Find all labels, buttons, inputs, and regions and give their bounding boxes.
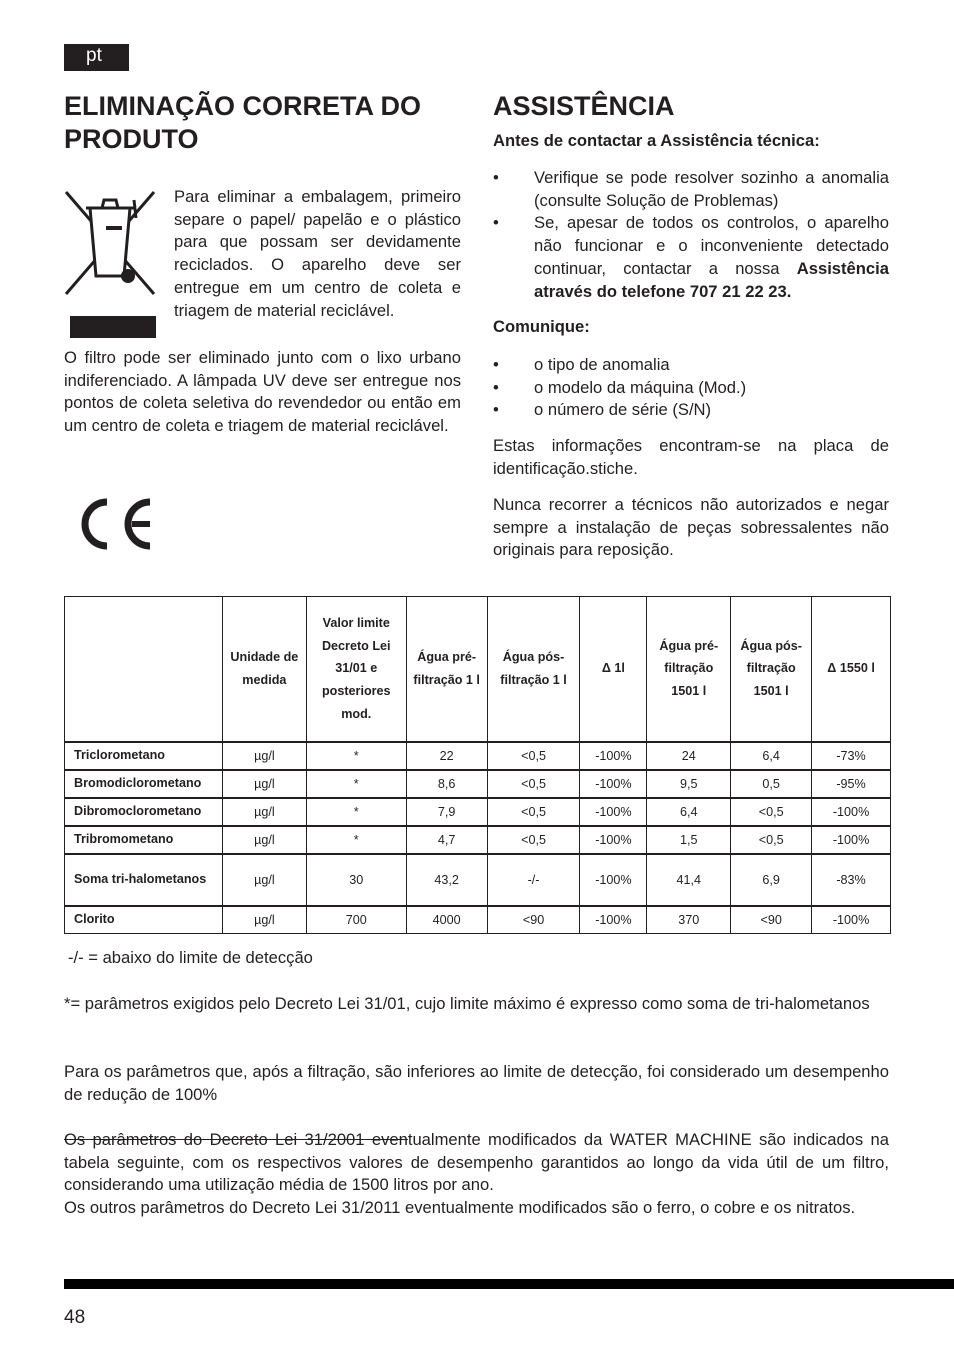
table-cell: <0,5 (487, 742, 580, 770)
table-header: Água pré-filtração 1 l (406, 597, 487, 742)
table-cell: <90 (731, 906, 812, 934)
modified-parameters-note: Os parâmetros do Decreto Lei 31/2001 eventualmente modificados da WATER MACHINE são indicados na tabela seguinte, com os respectivos valores de desempenho garantidos ao longo da vida útil de um filtro, considerando uma utilização média de 1500 litros por ano. Os outros parâmetros do Decreto Lei 31/2011 eventualmente modificados são o ferro, o cobre e os nitratos. (64, 1130, 889, 1218)
assistance-title: ASSISTÊNCIA (493, 91, 675, 121)
table-row-label: Dibromoclorometano (65, 798, 223, 826)
table-cell: 43,2 (406, 854, 487, 906)
table-header: Δ 1l (580, 597, 647, 742)
language-tag: pt (64, 44, 129, 71)
table-cell: 8,6 (406, 770, 487, 798)
table-row-label: Clorito (65, 906, 223, 934)
table-cell: -100% (812, 798, 891, 826)
table-cell: <0,5 (487, 826, 580, 854)
table-cell: µg/l (222, 770, 306, 798)
table-row-label: Soma tri-halometanos (65, 854, 223, 906)
table-cell: 7,9 (406, 798, 487, 826)
table-row-label: Bromodiclorometano (65, 770, 223, 798)
disposal-title: ELIMINAÇÃO CORRETA DO PRODUTO (64, 91, 421, 154)
table-cell: 4,7 (406, 826, 487, 854)
table-cell: 700 (306, 906, 406, 934)
ce-mark-icon (80, 496, 154, 552)
checklist (493, 167, 889, 303)
table-header-row (65, 597, 891, 742)
table-cell: -73% (812, 742, 891, 770)
table-row (65, 798, 891, 826)
table-cell: 30 (306, 854, 406, 906)
table-cell: -100% (580, 798, 647, 826)
table-header (65, 597, 223, 742)
table-cell: -100% (812, 826, 891, 854)
table-cell: <0,5 (731, 798, 812, 826)
table-header: Δ 1550 l (812, 597, 891, 742)
table-cell: µg/l (222, 742, 306, 770)
table-row (65, 906, 891, 934)
table-cell: * (306, 770, 406, 798)
table-cell: * (306, 826, 406, 854)
filter-disposal-text: O filtro pode ser eliminado junto com o lixo urbano indiferenciado. A lâmpada UV deve ser entregue nos pontos de coleta seletiva do revendedor ou então em um centro de coleta e triagem de material reciclável. (64, 348, 461, 436)
table-cell: -100% (580, 906, 647, 934)
communicate-list (493, 354, 889, 422)
table-cell: -83% (812, 854, 891, 906)
table-cell: * (306, 742, 406, 770)
technicians-warning: Nunca recorrer a técnicos não autorizados e negar sempre a instalação de peças sobressalentes não originais para reposição. (493, 495, 889, 560)
page-number: 48 (64, 1307, 86, 1328)
rating-plate-info: Estas informações encontram-se na placa de identificação.stiche. (493, 436, 889, 478)
assistance-subtitle: Antes de contactar a Assistência técnica: (493, 131, 820, 150)
table-cell: µg/l (222, 826, 306, 854)
table-cell: 22 (406, 742, 487, 770)
table-cell: -95% (812, 770, 891, 798)
table-cell: 9,5 (647, 770, 731, 798)
table-cell: <90 (487, 906, 580, 934)
table-cell: 24 (647, 742, 731, 770)
table-row (65, 826, 891, 854)
decree-note: *= parâmetros exigidos pelo Decreto Lei 31/01, cujo limite máximo é expresso como soma de tri-halometanos (64, 994, 870, 1013)
table-header: Unidade de medida (222, 597, 306, 742)
table-cell: 6,9 (731, 854, 812, 906)
list-item: • o tipo de anomalia (493, 355, 670, 374)
table-cell: -100% (580, 770, 647, 798)
table-row (65, 854, 891, 906)
table-cell: -100% (580, 854, 647, 906)
list-item: • Verifique se pode resolver sozinho a anomalia (consulte Solução de Problemas) (493, 168, 889, 210)
table-cell: -100% (580, 742, 647, 770)
table-header: Água pós-filtração 1501 l (731, 597, 812, 742)
table-cell: 0,5 (731, 770, 812, 798)
table-cell: µg/l (222, 798, 306, 826)
table-cell: -/- (487, 854, 580, 906)
table-row-label: Triclorometano (65, 742, 223, 770)
list-item: • Se, apesar de todos os controlos, o aparelho não funcionar e o inconveniente detectado continuar, contactar a nossa Assistência através do telefone 707 21 22 23. (493, 213, 889, 301)
table-row (65, 770, 891, 798)
list-item: • o número de série (S/N) (493, 400, 712, 420)
weee-bin-icon (64, 188, 156, 340)
table-cell: 41,4 (647, 854, 731, 906)
table-cell: 6,4 (647, 798, 731, 826)
assistance-phone: Assistência através do telefone 707 21 22 23. (534, 258, 889, 301)
communicate-heading: Comunique: (493, 317, 590, 336)
table-cell: 4000 (406, 906, 487, 934)
footer-bar (64, 1279, 954, 1289)
packaging-disposal-text: Para eliminar a embalagem, primeiro separe o papel/ papelão e o plástico para que possam ser devidamente reciclados. O aparelho deve ser entregue em um centro de coleta e triagem de material reciclável. (174, 187, 461, 320)
table-cell: -100% (580, 826, 647, 854)
table-header: Água pré-filtração 1501 l (647, 597, 731, 742)
table-row-label: Tribromometano (65, 826, 223, 854)
table-header: Água pós-filtração 1 l (487, 597, 580, 742)
list-item: • o modelo da máquina (Mod.) (493, 377, 747, 397)
table-cell: µg/l (222, 906, 306, 934)
reduction-note: Para os parâmetros que, após a filtração, são inferiores ao limite de detecção, foi considerado um desempenho de redução de 100% (64, 1062, 889, 1104)
table-cell: <0,5 (731, 826, 812, 854)
table-header: Valor limite Decreto Lei 31/01 e posteriores mod. (306, 597, 406, 742)
table-cell: 370 (647, 906, 731, 934)
table-cell: 1,5 (647, 826, 731, 854)
filtration-table (64, 596, 891, 934)
table-cell: <0,5 (487, 798, 580, 826)
detection-limit-note: -/- = abaixo do limite de detecção (68, 948, 313, 967)
table-cell: * (306, 798, 406, 826)
table-cell: µg/l (222, 854, 306, 906)
table-row (65, 742, 891, 770)
table-cell: <0,5 (487, 770, 580, 798)
table-cell: -100% (812, 906, 891, 934)
table-cell: 6,4 (731, 742, 812, 770)
struck-text: Os parâmetros do Decreto Lei 31/2001 even (64, 1130, 408, 1149)
